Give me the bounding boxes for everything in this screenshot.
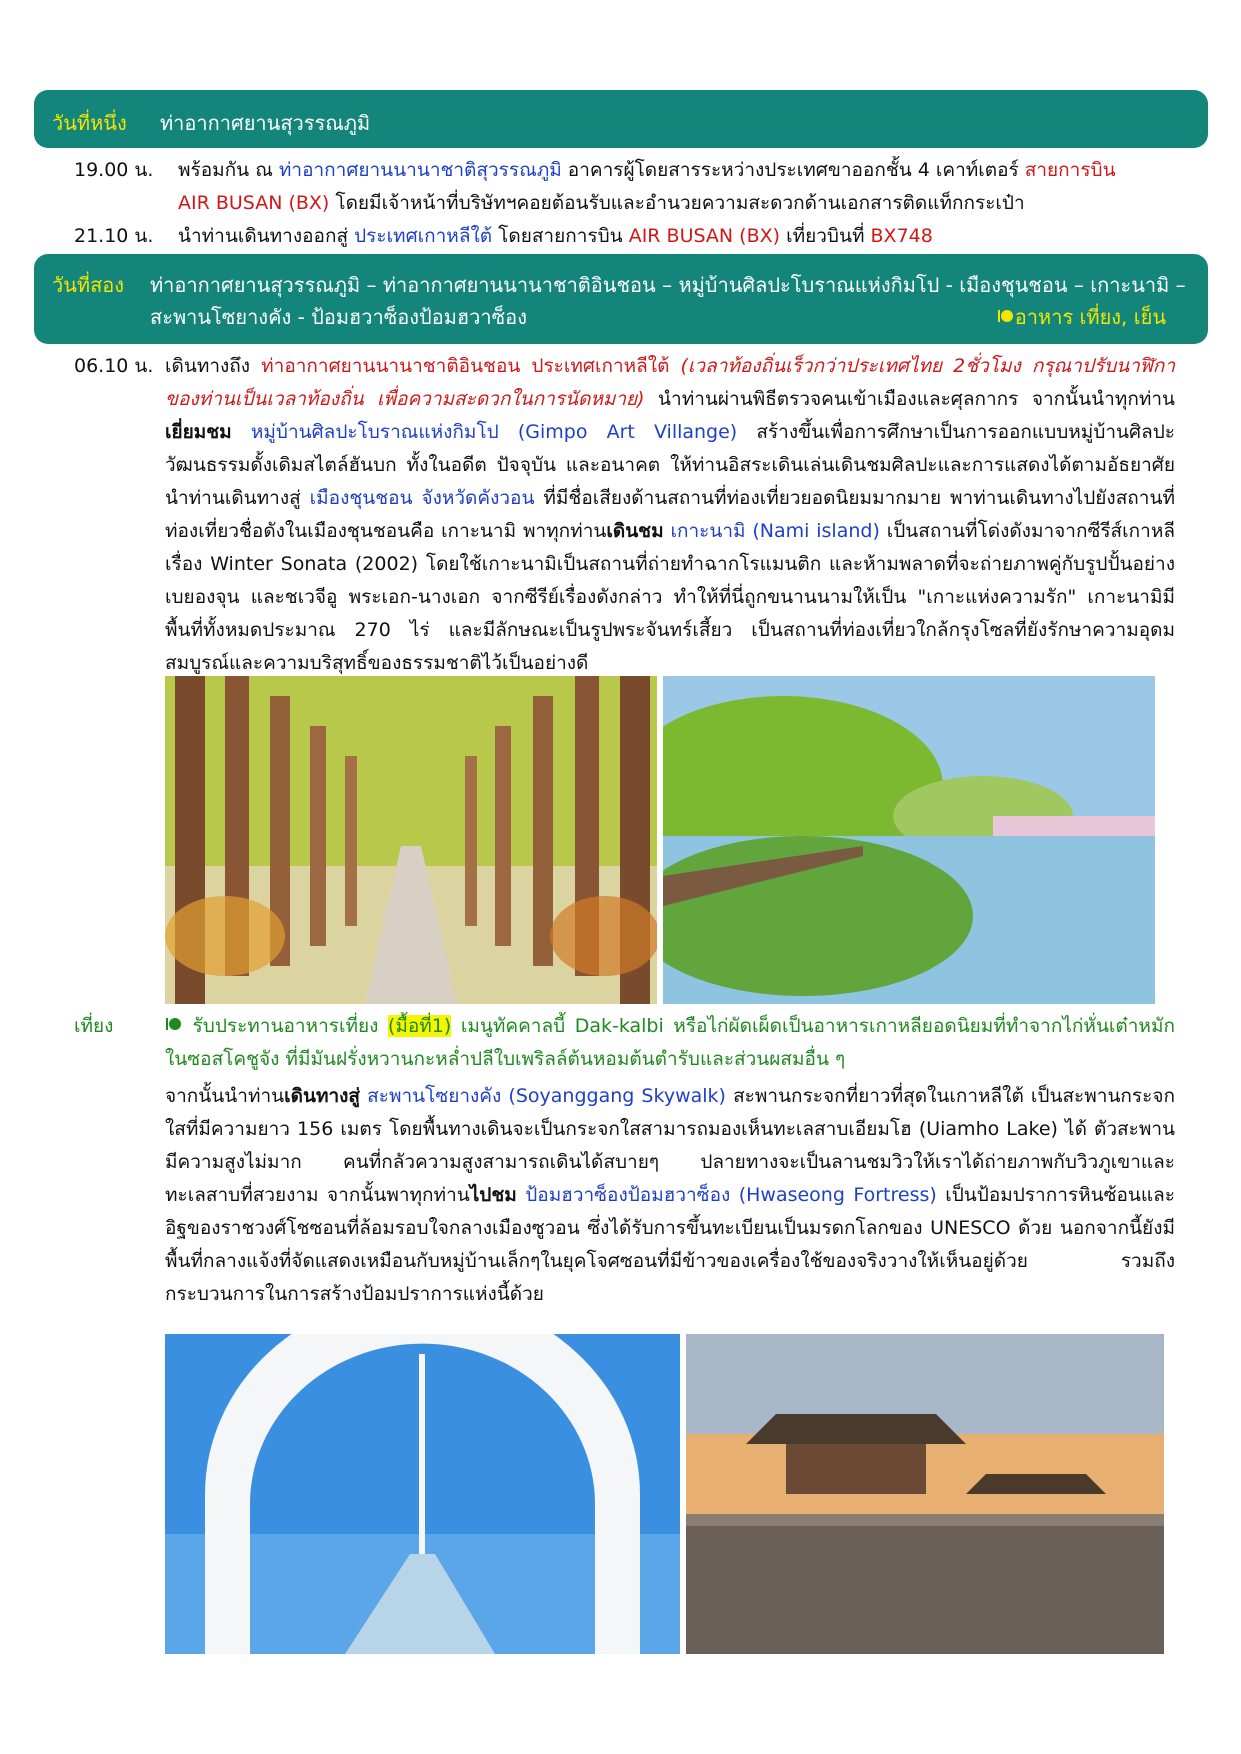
day2-meals: อาหาร เที่ยง, เย็น [997,301,1166,333]
day1-time-2: 21.10 น. [74,225,154,247]
suvarnabhumi-link: ท่าอากาศยานนานาชาติสุวรรณภูมิ [278,159,562,181]
hwaseong-fortress-photo [686,1334,1164,1654]
lunch-label: เที่ยง [74,1015,114,1037]
day1-item-1-line2: AIR BUSAN (BX) โดยมีเจ้าหน้าที่บริษัทฯคอยต้อนรับและอำนวยความสะดวกด้านเอกสารติดแท็กกระเป๋า [178,192,1025,214]
nami-tree-avenue-photo [165,676,657,1004]
day2-banner [34,254,1208,344]
day1-label: วันที่หนึ่ง [52,111,127,135]
day2-label: วันที่สอง [52,273,125,297]
nami-lake-photo [663,676,1155,1004]
meal-icon [165,1016,183,1032]
day1-route: ท่าอากาศยานสุวรรณภูมิ [160,111,371,135]
meal-number-highlight: (มื้อที่1) [387,1015,452,1037]
day2-route: ท่าอากาศยานสุวรรณภูมิ – ท่าอากาศยานนานาชาติอินชอน – หมู่บ้านศิลปะโบราณแห่งกิมโป - เมืองชุนชอน – เกาะนามิ – สะพานโซยางคัง - ป้อมฮวาซ็องป้อมฮวาซ็อง [150,273,1186,329]
day1-item-2: นำท่านเดินทางออกสู่ ประเทศเกาหลีใต้ โดยสายการบิน AIR BUSAN (BX) เที่ยวบินที่ BX748 [178,225,933,247]
day1-item-1-line1: พร้อมกัน ณ ท่าอากาศยานนานาชาติสุวรรณภูมิ อาคารผู้โดยสารระหว่างประเทศขาออกชั้น 4 เคาท์เตอร์ สายการบิน [178,159,1116,181]
day1-time-1: 19.00 น. [74,159,154,181]
afternoon-paragraph: จากนั้นนำท่านเดินทางสู่ สะพานโซยางคัง (Soyanggang Skywalk) สะพานกระจกที่ยาวที่สุดในเกาหลีใต้ เป็นสะพานกระจกใสที่มีความยาว 156 เมตร โดยพื้นทางเดินจะเป็นกระจกใสสามารถมองเห็นทะเลสาบเอียมโฮ (Uiamho Lake) ได้ ตัวสะพานมีความสูงไม่มาก คนที่กลัวความสูงสามารถเดินได้สบายๆ ปลายทางจะเป็นลานชมวิวให้เราได้ถ่ายภาพกับวิวภูเขาและทะเลสาบที่สวยงาม จากนั้นพาทุกท่านไปชม ป้อมฮวาซ็องป้อมฮวาซ็อง (Hwaseong Fortress) เป็นป้อมปราการหินซ้อนและอิฐของราชวงศ์โชซอนที่ล้อมรอบใจกลางเมืองซูวอน ซึ่งได้รับการขึ้นทะเบียนเป็นมรดกโลกของ UNESCO ด้วย นอกจากนี้ยังมีพื้นที่กลางแจ้งที่จัดแสดงเหมือนกับหมู่บ้านเล็กๆในยุคโจศซอนที่มีข้าวของเครื่องใช้ของจริงวางให้เห็นอยู่ด้วย รวมถึงกระบวนการในการสร้างป้อมปราการแห่งนี้ด้วย [165,1085,1175,1305]
day2-time-arrival: 06.10 น. [74,355,154,377]
meal-icon [997,308,1015,324]
arrival-paragraph: เดินทางถึง ท่าอากาศยานนานาชาติอินชอน ประเทศเกาหลีใต้ (เวลาท้องถิ่นเร็วกว่าประเทศไทย 2ชั่วโมง กรุณาปรับนาฬิกาของท่านเป็นเวลาท้องถิ่น เพื่อความสะดวกในการนัดหมาย) นำท่านผ่านพิธีตรวจคนเข้าเมืองและศุลกากร จากนั้นนำทุกท่านเยี่ยมชม หมู่บ้านศิลปะโบราณแห่งกิมโป (Gimpo Art Villange) สร้างขึ้นเพื่อการศึกษาเป็นการออกแบบหมู่บ้านศิลปะวัฒนธรรมดั้งเดิมสไตล์ฮันบก ทั้งในอดีต ปัจจุบัน และอนาคต ให้ท่านอิสระเดินเล่นเดินชมศิลปะและการแสดงได้ตามอัธยาศัย นำท่านเดินทางสู่ เมืองชุนชอน จังหวัดคังวอน ที่มีชื่อเสียงด้านสถานที่ท่องเที่ยวยอดนิยมมากมาย พาท่านเดินทางไปยังสถานที่ท่องเที่ยวชื่อดังในเมืองชุนชอนคือ เกาะนามิ พาทุกท่านเดินชม เกาะนามิ (Nami island) เป็นสถานที่โด่งดังมาจากซีรีส์เกาหลีเรื่อง Winter Sonata (2002) โดยใช้เกาะนามิเป็นสถานที่ถ่ายทำฉากโรแมนติก และห้ามพลาดที่จะถ่ายภาพคู่กับรูปปั้นอย่าง เบยองจุน และชเวจีอู พระเอก-นางเอก จากซีรีย์เรื่องดังกล่าว ทำให้ที่นี่ถูกขนานนามให้เป็น "เกาะแห่งความรัก" เกาะนามิมีพื้นที่ทั้งหมดประมาณ 270 ไร่ และมีลักษณะเป็นรูปพระจันทร์เสี้ยว เป็นสถานที่ท่องเที่ยวใกล้กรุงโซลที่ยังรักษาความอุดมสมบูรณ์และความบริสุทธิ์ของธรรมชาติไว้เป็นอย่างดี [165,355,1176,674]
lunch-paragraph: รับประทานอาหารเที่ยง (มื้อที่1) เมนูทัคคาลบี้ Dak-kalbi หรือไก่ผัดเผ็ดเป็นอาหารเกาหลียอดนิยมที่ทำจากไก่หั่นเต๋าหมักในซอสโคชูจัง ที่มีมันฝรั่งหวานกะหล่ำปลีใบเพริลล์ต้นหอมต้นตำรับและส่วนผสมอื่น ๆ [165,1015,1175,1070]
day1-banner [34,90,1208,148]
soyanggang-skywalk-photo [165,1334,680,1654]
